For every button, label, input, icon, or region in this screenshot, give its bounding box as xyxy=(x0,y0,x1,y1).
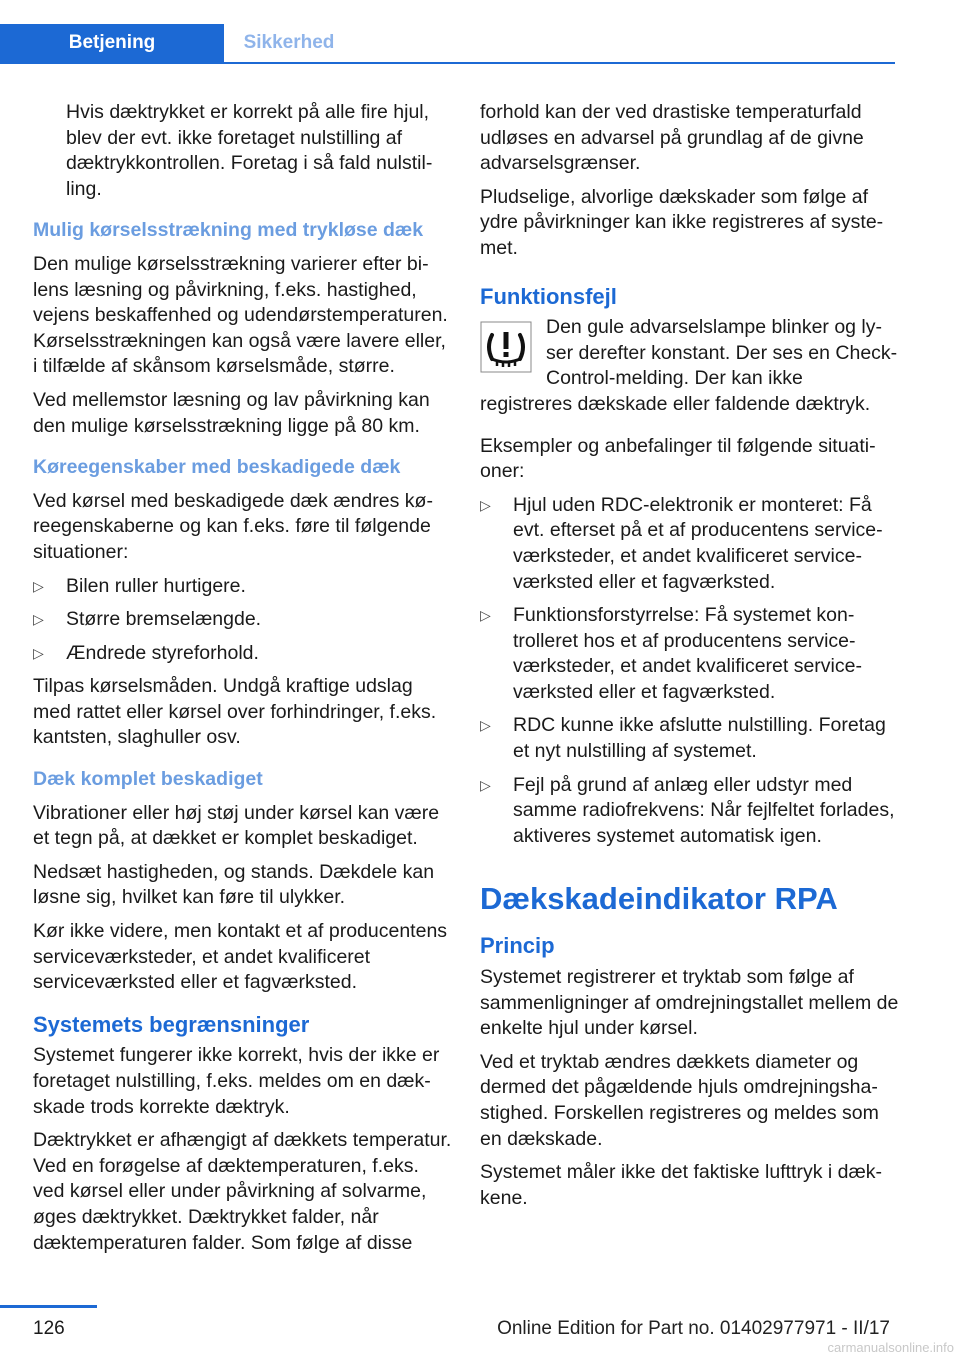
subheading-range: Mulig kørselsstrækning med trykløse dæk xyxy=(33,219,424,242)
watermark: carmanualsonline.info xyxy=(827,1340,954,1355)
list-item-text: Større bremselængde. xyxy=(66,608,262,631)
header-tabbar xyxy=(0,24,895,64)
right-column xyxy=(480,100,900,1219)
list-item-text: Hjul uden RDC-elektronik er monteret: Få evt. efterset på et af producentens serviceværksteder, et andet kvalificeret serviceværksted eller et fagværksted. xyxy=(513,493,883,593)
paragraph: Den mulige kørselsstrækning varierer efter bilens læsning og påvirkning, f.eks. hastighed, vejens beskaffenhed og udendørstemperaturen. Kørselsstrækningen kan også være lavere eller, i tilfælde af skånsom kørselsmåde, større. xyxy=(33,252,448,378)
list-item-text: RDC kunne ikke afslutte nulstilling. Foretag et nyt nulstilling af systemet. xyxy=(513,714,886,763)
list-item-text: Bilen ruller hurtigere. xyxy=(66,574,246,597)
paragraph: Vibrationer eller høj støj under kørsel kan være et tegn på, at dækket er komplet beskadiget. xyxy=(33,801,440,850)
paragraph: Eksempler og anbefalinger til følgende situationer: xyxy=(480,434,876,483)
tab-sikkerhed[interactable] xyxy=(224,24,354,62)
tab-sikkerhed-label: Sikkerhed xyxy=(243,32,335,53)
triangle-bullet-icon: ▷ xyxy=(33,644,44,661)
list-item xyxy=(480,713,900,764)
page-number: 126 xyxy=(33,1318,65,1339)
paragraph: Ved kørsel med beskadigede dæk ændres køreegenskaberne og kan f.eks. føre til følgende situationer: xyxy=(33,489,433,563)
warning-block xyxy=(480,315,900,392)
paragraph: Systemet måler ikke det faktiske lufttryk i dækkene. xyxy=(480,1161,883,1209)
paragraph: Systemet fungerer ikke korrekt, hvis der ikke er foretaget nulstilling, f.eks. meldes om en dækskade trods korrekte dæktryk. xyxy=(33,1044,440,1118)
list-item xyxy=(33,607,453,633)
paragraph: forhold kan der ved drastiske temperaturfald udløses en advarsel på grundlag af de givne advarselsgrænser. xyxy=(480,101,864,175)
subheading-handling: Køreegenskaber med beskadigede dæk xyxy=(33,456,401,479)
triangle-bullet-icon: ▷ xyxy=(480,496,491,513)
bullet-list xyxy=(480,493,900,850)
list-item xyxy=(33,641,453,667)
paragraph: Kør ikke videre, men kontakt et af producentens serviceværksteder, et andet kvalificeret serviceværksted eller et fagværksted. xyxy=(33,920,448,994)
list-item-text: Fejl på grund af anlæg eller udstyr med samme radiofrekvens: Når fejlfeltet forlades, aktiveres systemet automatisk igen. xyxy=(513,773,895,847)
list-item-text: Ændrede styreforhold. xyxy=(66,641,259,664)
paragraph: Ved mellemstor læsning og lav påvirkning kan den mulige kørselsstrækning ligge på 80 km. xyxy=(33,388,430,437)
intro-paragraph: Hvis dæktrykket er korrekt på alle fire hjul, blev der evt. ikke foretaget nulstilling af dæktrykkontrollen. Foretag i så fald nulstilling. xyxy=(66,101,433,200)
left-column xyxy=(33,100,453,1264)
triangle-bullet-icon: ▷ xyxy=(33,611,44,628)
subheading-damaged: Dæk komplet beskadiget xyxy=(33,768,263,791)
tab-betjening-label: Betjening xyxy=(68,32,156,53)
chapter-title: Dækskadeindikator RPA xyxy=(480,881,838,917)
section-heading-principle: Princip xyxy=(480,933,555,959)
triangle-bullet-icon: ▷ xyxy=(480,717,491,734)
section-heading-malfunction: Funktionsfejl xyxy=(480,283,617,309)
paragraph: Nedsæt hastigheden, og stands. Dækdele kan løsne sig, hvilket kan føre til ulykker. xyxy=(33,860,435,909)
paragraph: Ved et tryktab ændres dækkets diameter og dermed det pågældende hjuls omdrejningshastighed. Forskellen registreres og meldes som en dækskade. xyxy=(480,1050,879,1150)
tire-pressure-warning-icon xyxy=(480,321,532,373)
triangle-bullet-icon: ▷ xyxy=(480,607,491,624)
paragraph: Pludselige, alvorlige dækskader som følge af ydre påvirkninger kan ikke registreres af systemet. xyxy=(480,185,884,259)
tab-betjening[interactable] xyxy=(0,24,224,62)
list-item xyxy=(33,574,453,600)
paragraph: Dæktrykket er afhængigt af dækkets temperatur. Ved en forøgelse af dæktemperaturen, f.eks. ved kørsel eller under påvirkning af solvarme, øges dæktrykket. Dæktrykket falder, når dæktemperaturen falder. Som følge af disse xyxy=(33,1129,452,1254)
paragraph: Tilpas kørselsmåden. Undgå kraftige udslag med rattet eller kørsel over forhindringer, f.eks. kantsten, slaghuller osv. xyxy=(33,675,437,749)
footer-rule xyxy=(0,1305,97,1308)
list-item-text: Funktionsforstyrrelse: Få systemet kontrolleret hos et af producentens serviceværksteder, et andet kvalificeret serviceværksted eller et fagværksted. xyxy=(513,604,862,703)
list-item xyxy=(480,603,900,705)
triangle-bullet-icon: ▷ xyxy=(480,776,491,793)
list-item xyxy=(480,773,900,850)
warning-text: Den gule advarselslampe blinker og lyser derefter konstant. Der ses en Check-Control-melding. Der kan ikke xyxy=(546,316,898,390)
bullet-list xyxy=(33,574,453,667)
paragraph: Systemet registrerer et tryktab som følge af sammenligninger af omdrejningstallet mellem de enkelte hjul under kørsel. xyxy=(480,966,899,1040)
edition-label: Online Edition for Part no. 01402977971 - II/17 xyxy=(497,1318,890,1339)
list-item xyxy=(480,493,900,595)
triangle-bullet-icon: ▷ xyxy=(33,577,44,594)
section-heading-limits: Systemets begrænsninger xyxy=(33,1011,310,1037)
warning-text-tail: registreres dækskade eller faldende dæktryk. xyxy=(480,392,871,415)
